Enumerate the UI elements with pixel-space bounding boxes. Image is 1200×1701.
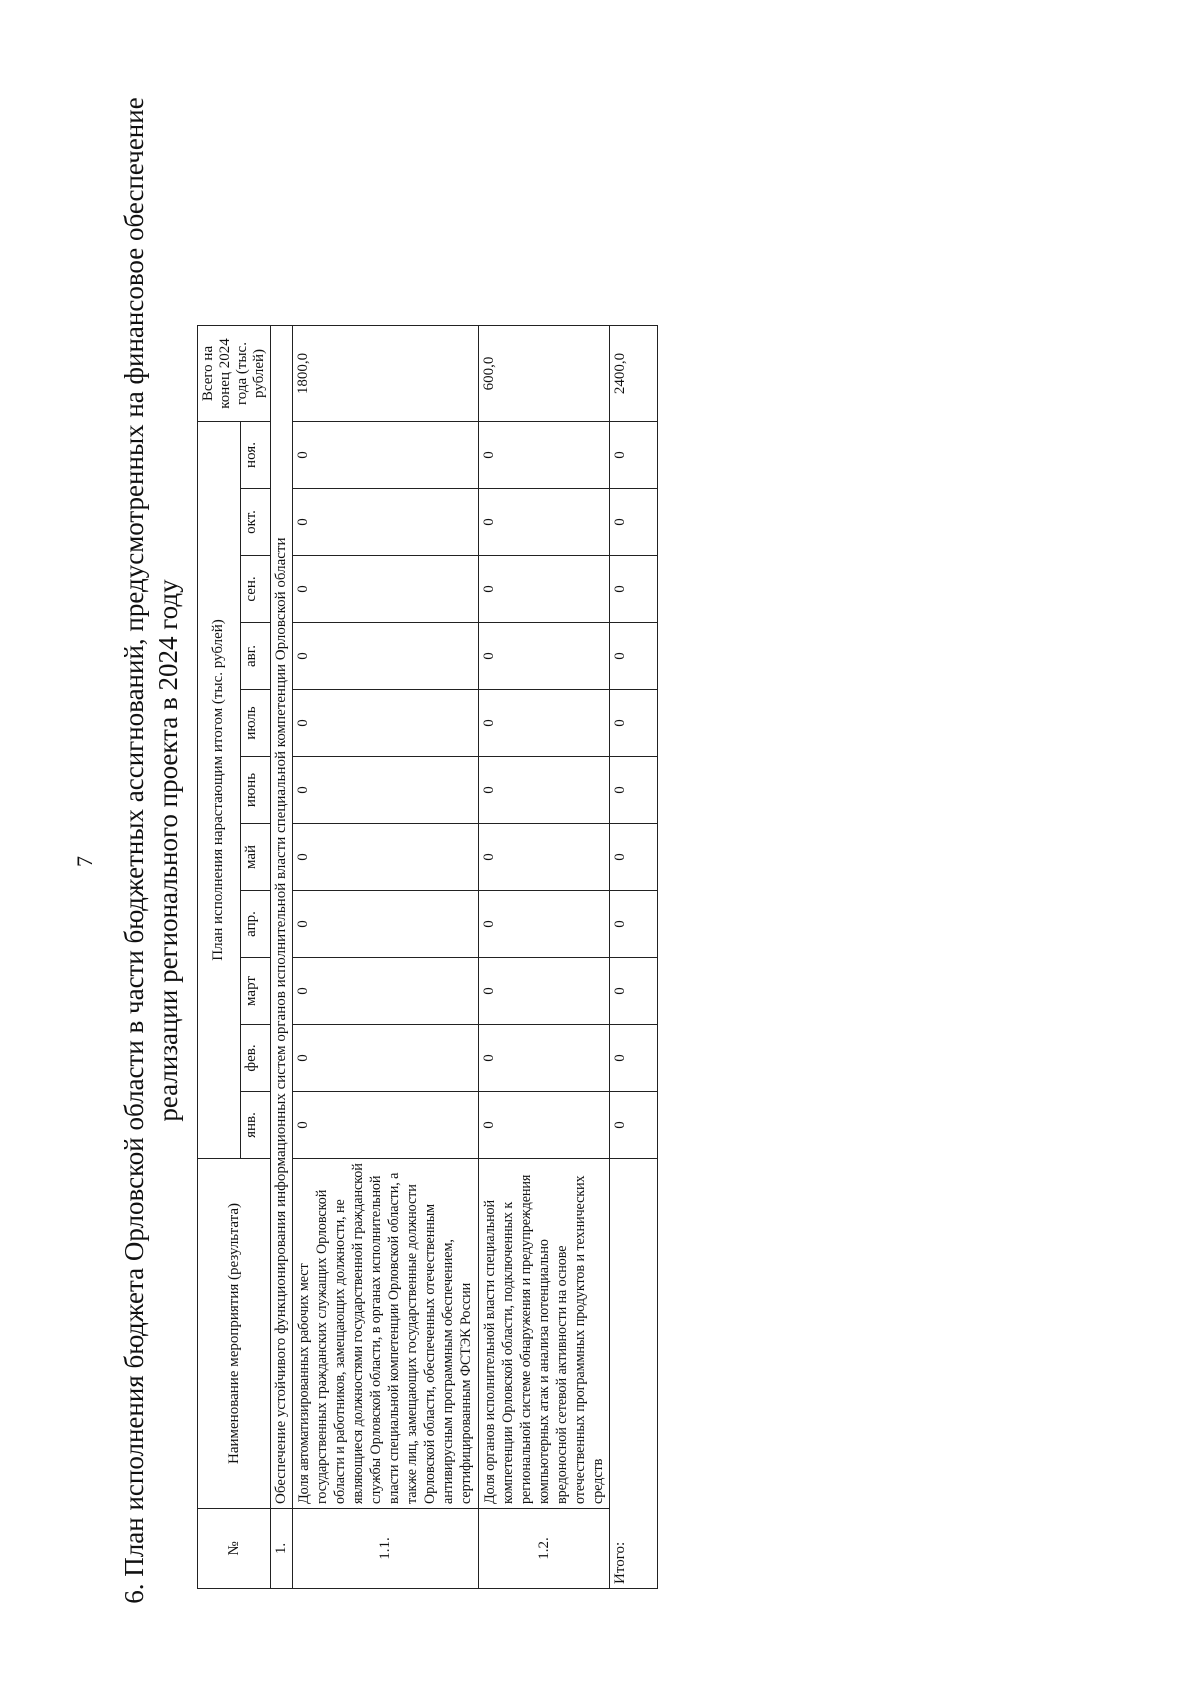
month-header: ноя. <box>240 422 270 489</box>
total-cell-value: 0 <box>610 556 658 623</box>
total-cell-value: 0 <box>610 690 658 757</box>
row-total: 1800,0 <box>293 326 479 422</box>
header-name: Наименование мероприятия (результата) <box>198 1159 271 1509</box>
table-row <box>293 326 479 1589</box>
month-header: апр. <box>240 891 270 958</box>
cell-value: 0 <box>479 1025 610 1092</box>
cell-value: 0 <box>293 556 479 623</box>
row-number: 1.2. <box>479 1509 610 1589</box>
month-header: окт. <box>240 489 270 556</box>
row-name: Доля автоматизированных рабочих мест государственных гражданских служащих Орловской области и работников, замещающих должности, не являющиеся должностями государственной гражданской службы Орловской области, в органах исполнительной власти специальной компетенции Орловской области, а также лиц, замещающих государственные должности Орловской области, обеспеченных отечественным антивирусным программным обеспечением, сертифицированным ФСТЭК России <box>293 1159 479 1509</box>
total-cell-value: 0 <box>610 1025 658 1092</box>
header-plan: План исполнения нарастающим итогом (тыс. рублей) <box>198 422 241 1159</box>
month-header: май <box>240 824 270 891</box>
total-cell-value: 0 <box>610 489 658 556</box>
header-number: № <box>198 1509 271 1589</box>
cell-value: 0 <box>479 623 610 690</box>
cell-value: 0 <box>293 623 479 690</box>
total-cell-value: 0 <box>610 757 658 824</box>
total-cell-value: 0 <box>610 958 658 1025</box>
month-header: фев. <box>240 1025 270 1092</box>
cell-value: 0 <box>293 824 479 891</box>
grand-total: 2400,0 <box>610 326 658 422</box>
cell-value: 0 <box>479 958 610 1025</box>
cell-value: 0 <box>479 690 610 757</box>
cell-value: 0 <box>479 556 610 623</box>
table-row <box>479 326 610 1589</box>
cell-value: 0 <box>479 757 610 824</box>
budget-plan-table <box>197 325 658 1589</box>
page-title: 6. План исполнения бюджета Орловской области в части бюджетных ассигнований, предусмотренных на финансовое обеспечение <box>119 97 149 1604</box>
cell-value: 0 <box>293 891 479 958</box>
cell-value: 0 <box>293 958 479 1025</box>
month-header: июль <box>240 690 270 757</box>
cell-value: 0 <box>293 489 479 556</box>
header-total: Всего на конец 2024 года (тыс. рублей) <box>198 326 271 422</box>
cell-value: 0 <box>293 1025 479 1092</box>
page-title-continued: реализации регионального проекта в 2024 году <box>153 579 183 1122</box>
row-total: 600,0 <box>479 326 610 422</box>
cell-value: 0 <box>479 489 610 556</box>
month-header: июнь <box>240 757 270 824</box>
total-cell-value: 0 <box>610 824 658 891</box>
page-number: 7 <box>72 856 97 867</box>
total-cell-value: 0 <box>610 891 658 958</box>
total-cell-value: 0 <box>610 422 658 489</box>
cell-value: 0 <box>293 1092 479 1159</box>
cell-value: 0 <box>479 422 610 489</box>
section-title: Обеспечение устойчивого функционирования информационных систем органов исполнительной власти специальной компетенции Орловской области <box>271 326 293 1509</box>
cell-value: 0 <box>293 422 479 489</box>
total-label: Итого: <box>610 1159 658 1589</box>
section-row <box>271 326 293 1589</box>
total-cell-value: 0 <box>610 623 658 690</box>
cell-value: 0 <box>479 1092 610 1159</box>
section-number: 1. <box>271 1509 293 1589</box>
month-header: янв. <box>240 1092 270 1159</box>
cell-value: 0 <box>293 690 479 757</box>
row-number: 1.1. <box>293 1509 479 1589</box>
cell-value: 0 <box>479 824 610 891</box>
total-row <box>610 326 658 1589</box>
cell-value: 0 <box>293 757 479 824</box>
month-header: март <box>240 958 270 1025</box>
month-header: сен. <box>240 556 270 623</box>
total-cell-value: 0 <box>610 1092 658 1159</box>
row-name: Доля органов исполнительной власти специальной компетенции Орловской области, подключенных к региональной системе обнаружения и предупреждения компьютерных атак и анализа потенциально вредоносной сетевой активности на основе отечественных программных продуктов и технических средств <box>479 1159 610 1509</box>
month-header: авг. <box>240 623 270 690</box>
cell-value: 0 <box>479 891 610 958</box>
